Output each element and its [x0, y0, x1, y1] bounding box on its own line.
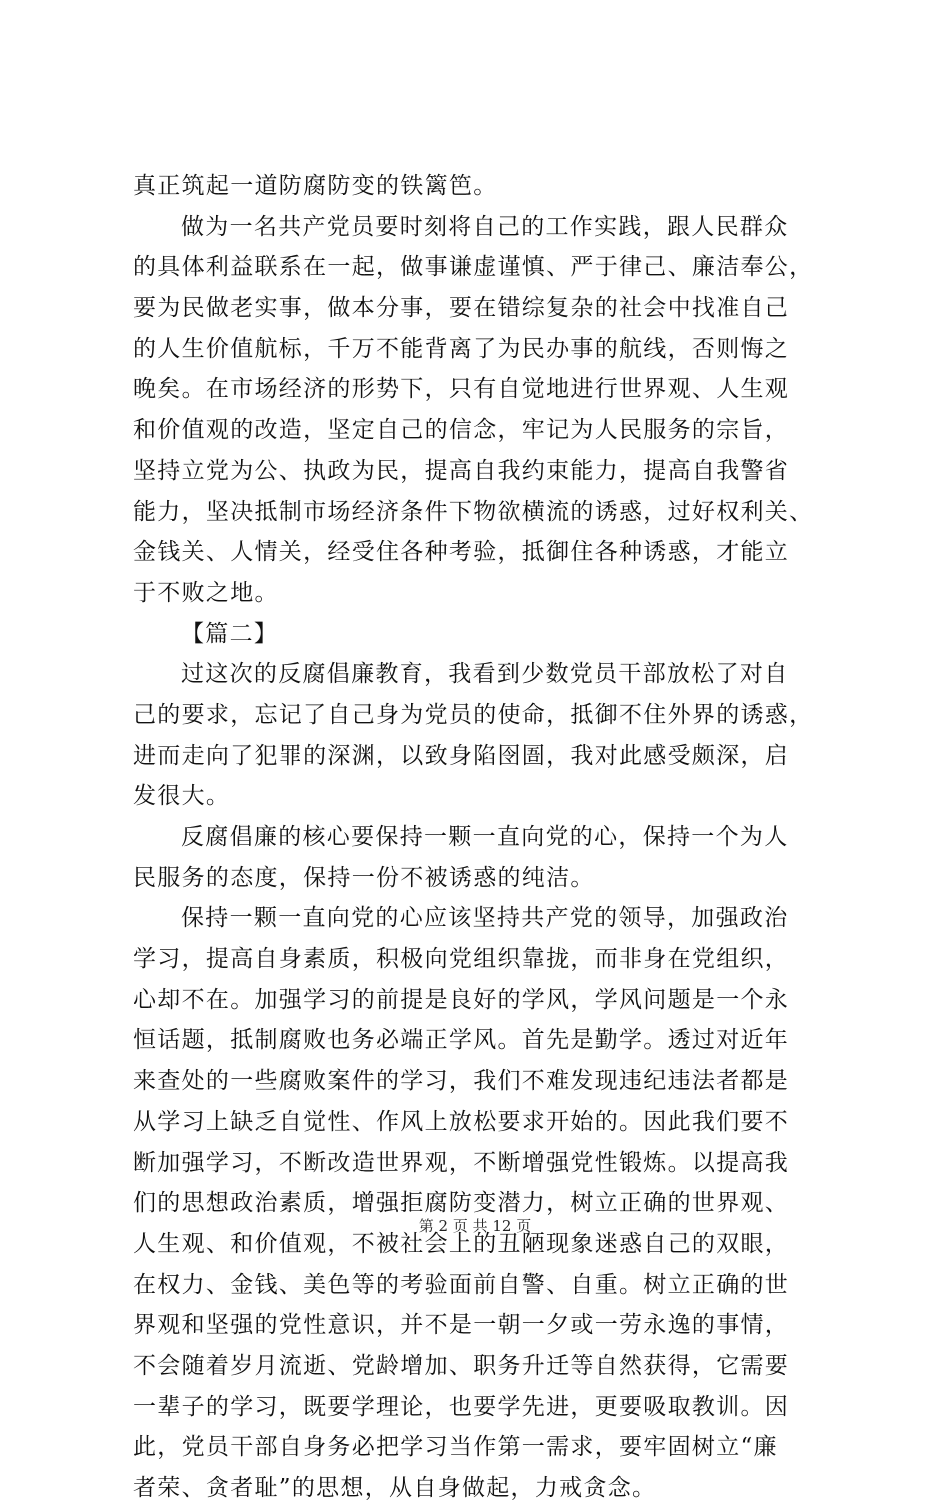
text-line: 此，党员干部自身务必把学习当作第一需求，要牢固树立“廉 [133, 1434, 778, 1461]
text-line: 【篇二】 [181, 620, 279, 647]
text-line: 和价值观的改造，坚定自己的信念，牢记为人民服务的宗旨， [133, 417, 790, 444]
text-line: 于不败之地。 [133, 579, 279, 606]
text-line: 一辈子的学习，既要学理论，也要学先进，更要吸取教训。因 [133, 1393, 790, 1420]
text-line: 真正筑起一道防腐防变的铁篱笆。 [133, 173, 498, 199]
text-line: 界观和坚强的党性意识，并不是一朝一夕或一劳永逸的事情， [133, 1312, 790, 1339]
text-line: 的具体利益联系在一起，做事谦虚谨慎、严于律己、廉洁奉公， [133, 254, 814, 281]
text-line: 反腐倡廉的核心要保持一颗一直向党的心，保持一个为人 [181, 824, 789, 850]
text-line: 能力，坚决抵制市场经济条件下物欲横流的诱惑，过好权利关、 [133, 498, 814, 525]
text-line: 己的要求，忘记了自己身为党员的使命，抵御不住外界的诱惑， [133, 701, 814, 728]
text-line: 民服务的态度，保持一份不被诱惑的纯洁。 [133, 864, 595, 891]
text-line: 从学习上缺乏自觉性、作风上放松要求开始的。因此我们要不 [133, 1108, 790, 1135]
text-line: 进而走向了犯罪的深渊，以致身陷囹圄，我对此感受颇深，启 [133, 742, 790, 769]
text-line: 的人生价值航标，千万不能背离了为民办事的航线，否则悔之 [133, 335, 790, 362]
text-line: 保持一颗一直向党的心应该坚持共产党的领导，加强政治 [181, 905, 789, 932]
text-line: 发很大。 [133, 783, 231, 810]
text-line: 们的思想政治素质，增强拒腐防变潜力，树立正确的世界观、 [133, 1190, 790, 1217]
text-line: 要为民做老实事，做本分事，要在错综复杂的社会中找准自己 [133, 295, 790, 322]
text-line: 心却不在。加强学习的前提是良好的学风，学风问题是一个永 [133, 986, 790, 1013]
text-line: 人生观、和价值观，不被社会上的丑陋现象迷惑自己的双眼， [133, 1230, 790, 1257]
document-body [133, 166, 833, 1509]
text-line: 坚持立党为公、执政为民，提高自我约束能力，提高自我警省 [133, 457, 790, 484]
text-line: 在权力、金钱、美色等的考验面前自警、自重。树立正确的世 [133, 1271, 790, 1298]
text-line: 断加强学习，不断改造世界观，不断增强党性锻炼。以提高我 [133, 1149, 790, 1176]
text-line: 学习，提高自身素质，积极向党组织靠拢，而非身在党组织， [133, 946, 790, 973]
text-line: 金钱关、人情关，经受住各种考验，抵御住各种诱惑，才能立 [133, 539, 790, 566]
text-line: 者荣、贪者耻”的思想，从自身做起，力戒贪念。 [133, 1475, 657, 1501]
text-line: 不会随着岁月流逝、党龄增加、职务升迁等自然获得，它需要 [133, 1352, 790, 1379]
text-line: 来查处的一些腐败案件的学习，我们不难发现违纪违法者都是 [133, 1068, 790, 1095]
text-line: 做为一名共产党员要时刻将自己的工作实践，跟人民群众 [181, 213, 789, 240]
page-number-footer: 第 2 页 共 12 页 [418, 1217, 532, 1235]
text-line: 过这次的反腐倡廉教育，我看到少数党员干部放松了对自 [181, 661, 789, 688]
text-line: 恒话题，抵制腐败也务必端正学风。首先是勤学。透过对近年 [133, 1027, 790, 1054]
text-line: 晚矣。在市场经济的形势下，只有自觉地进行世界观、人生观 [133, 376, 790, 403]
